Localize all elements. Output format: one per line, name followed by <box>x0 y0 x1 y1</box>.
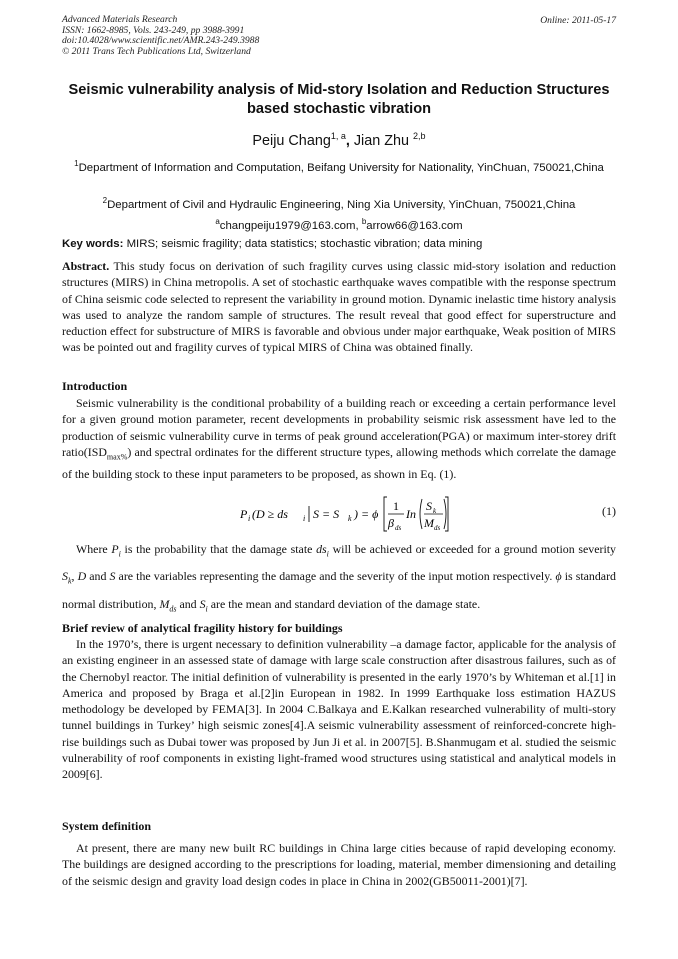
author-separator: , <box>345 132 354 149</box>
p2-Pi-sub: i <box>118 549 121 559</box>
affiliation-2-text: Department of Civil and Hydraulic Engineering, Ning Xia University, YinChuan, 750021,China <box>107 198 576 211</box>
eq-beta: β <box>388 516 394 530</box>
affiliation-2-sup: 2 <box>102 196 108 205</box>
equation-1 <box>0 494 678 534</box>
p2-t7: is standard normal distribution, <box>62 569 616 611</box>
p2-M-sub: ds <box>169 604 177 614</box>
introduction-paragraph-2 <box>62 538 616 620</box>
eq-left-paren <box>420 499 422 529</box>
keywords-label: Key words: <box>62 238 124 250</box>
p2-ds-sub: i <box>326 549 329 559</box>
eq-arg-sub: i <box>303 514 306 523</box>
eq-arg: (D ≥ ds <box>252 507 288 521</box>
eq-beta-sub: ds <box>395 524 402 532</box>
review-heading: Brief review of analytical fragility history for buildings <box>62 621 343 635</box>
affiliation-1-text: Department of Information and Computation, Beifang University for Nationality, YinChuan, 750021,China <box>78 161 604 174</box>
p2-phi: ϕ <box>555 569 562 584</box>
paper-title: Seismic vulnerability analysis of Mid-story Isolation and Reduction Structures based stochastic vibration <box>68 82 610 117</box>
email-b[interactable]: arrow66@163.com <box>366 219 463 232</box>
keywords <box>62 238 616 250</box>
journal-name: Advanced Materials Research <box>62 14 178 25</box>
abstract-text: This study focus on derivation of such fragility curves using classic mid-story isolation and reduction structures (MIRS) in China metropolis. A set of stochastic earthquake waves compatible with the response spectrum of China seismic code selected to represent the variability in ground motion. Dynamic inelastic time history analysis was used to analyze the random sample of structures. The result reveal that good effect for superstructure and reduction effect for substructure of MIRS is favorable and obvious under major earthquake, Weak position of MIRS was be pointed out and fragility curves of typical MIRS of China was obtained finally. <box>62 259 616 355</box>
eq-ln: In <box>406 507 416 521</box>
eq-right-bracket <box>445 497 448 531</box>
author-2: Jian Zhu <box>353 132 414 149</box>
eq-lhs-sub: i <box>248 514 251 523</box>
introduction-paragraph-1 <box>62 395 616 482</box>
eq-num-sub: k <box>433 507 437 515</box>
author-line <box>62 131 616 149</box>
p2-t6: are the variables representing the damage and the severity of the input motion respectively. <box>115 569 556 584</box>
abstract <box>62 258 616 356</box>
p2-t3: will be achieved or exceeded for a ground motion severity <box>328 542 616 556</box>
eq-bar-text: S = S <box>313 507 340 521</box>
eq-one: 1 <box>393 499 399 513</box>
affiliation-2 <box>62 193 616 213</box>
eq-lhs: P <box>240 507 248 521</box>
introduction-heading: Introduction <box>62 379 128 393</box>
eq-num: S <box>426 499 432 513</box>
review-paragraph: In the 1970’s, there is urgent necessary to definition vulnerability –a damage factor, applicable for the analysis of an existing engineer in an assessed state of damage with large scale construction after disastrous failures, such as of the Chernobyl reactor. The initial definition of vulnerability is presented in the early 1970’s by Whiteman et al.[1] in America and proposed by Braga et al.[2]in European in 1982. In 1999 Earthquake loss estimation HAZUS methodology be developed by FEMA[3]. In 2004 C.Balkaya and E.Kalkan researched vulnerability of multi-story tunnel buildings in Turkey’ high seismic zones[4].A seismic vulnerability assessment of reinforced-concrete high-rise buildings such as Dubai tower was proposed by Jun Ji et al. in 2007[5]. B.Shanmugam et al. studied the seismic vulnerability of roof components in existing light-framed wood structures using statistical and analytical models in 2009[6]. <box>62 637 616 782</box>
eq-right-paren <box>444 499 446 529</box>
eq-phi: ) = ϕ <box>354 507 379 521</box>
p2-Pi: P <box>111 542 119 556</box>
p2-t8: and <box>176 596 200 611</box>
p2-t9: are the mean and standard deviation of the damage state. <box>207 596 481 611</box>
eq-den: M <box>424 516 434 530</box>
p2-t1: Where <box>76 542 112 556</box>
doi-line[interactable]: doi:10.4028/www.scientific.net/AMR.243-249.3988 <box>62 35 260 47</box>
email-line <box>62 214 616 234</box>
email-a[interactable]: changpeiju1979@163.com, <box>219 219 362 232</box>
author-1-sup: 1, a <box>330 131 346 141</box>
p2-S: S <box>109 569 116 584</box>
abstract-label: Abstract. <box>62 259 110 273</box>
p2-Si: S <box>199 596 206 611</box>
online-date: Online: 2011-05-17 <box>540 15 616 26</box>
p2-M: M <box>159 596 170 611</box>
intro-p1-text-b: ) and spectral ordinates for the different structure types, allowing methods which correlate the damage of the building stock to these input parameters to be proposed, as shown in Eq. (1). <box>62 444 616 481</box>
author-2-sup: 2,b <box>413 131 426 141</box>
email-a-sup: a <box>215 217 220 226</box>
email-b-sup: b <box>361 217 367 226</box>
affiliation-1 <box>62 156 616 176</box>
affiliation-1-sup: 1 <box>74 159 79 168</box>
system-heading: System definition <box>62 819 152 833</box>
intro-p1-text-a: Seismic vulnerability is the conditional probability of a building reach or exceeding a certain performance level for a given ground motion parameter, recent developments in probability seismic risk assessment have led to the production of seismic vulnerability curve in terms of peak ground acceleration(PGA) or maximum inter-storey drift ratio(ISD <box>62 396 616 459</box>
p2-t5: and <box>86 569 110 584</box>
p2-t2: is the probability that the damage state <box>120 542 317 556</box>
copyright-line: © 2011 Trans Tech Publications Ltd, Switzerland <box>62 45 251 57</box>
eq-bar-sub: k <box>348 514 352 523</box>
keywords-text: MIRS; seismic fragility; data statistics; stochastic vibration; data mining <box>123 238 483 250</box>
eq-den-sub: ds <box>434 524 441 532</box>
p2-Sk: S <box>62 569 68 584</box>
system-paragraph: At present, there are many new built RC buildings in China large cities because of rapid developing economy. The buildings are designed according to the prescriptions for loading, material, member dimensioning and detailing of the seismic design and gravity load design codes in place in China in 2002(GB50011-2001)[7]. <box>62 841 616 888</box>
equation-svg <box>240 494 450 534</box>
p2-Si-sub: i <box>205 604 208 614</box>
p2-ds: ds <box>316 542 327 556</box>
p2-Sk-sub: k <box>67 576 72 586</box>
author-1: Peiju Chang <box>252 132 331 149</box>
issn-line: ISSN: 1662-8985, Vols. 243-249, pp 3988-3991 <box>62 24 245 36</box>
journal-meta <box>62 15 259 57</box>
p2-t4: , <box>71 569 78 584</box>
equation-number: (1) <box>602 504 616 518</box>
intro-p1-sub: max% <box>106 452 128 462</box>
p2-D: D <box>77 569 87 584</box>
eq-left-bracket <box>384 497 387 531</box>
